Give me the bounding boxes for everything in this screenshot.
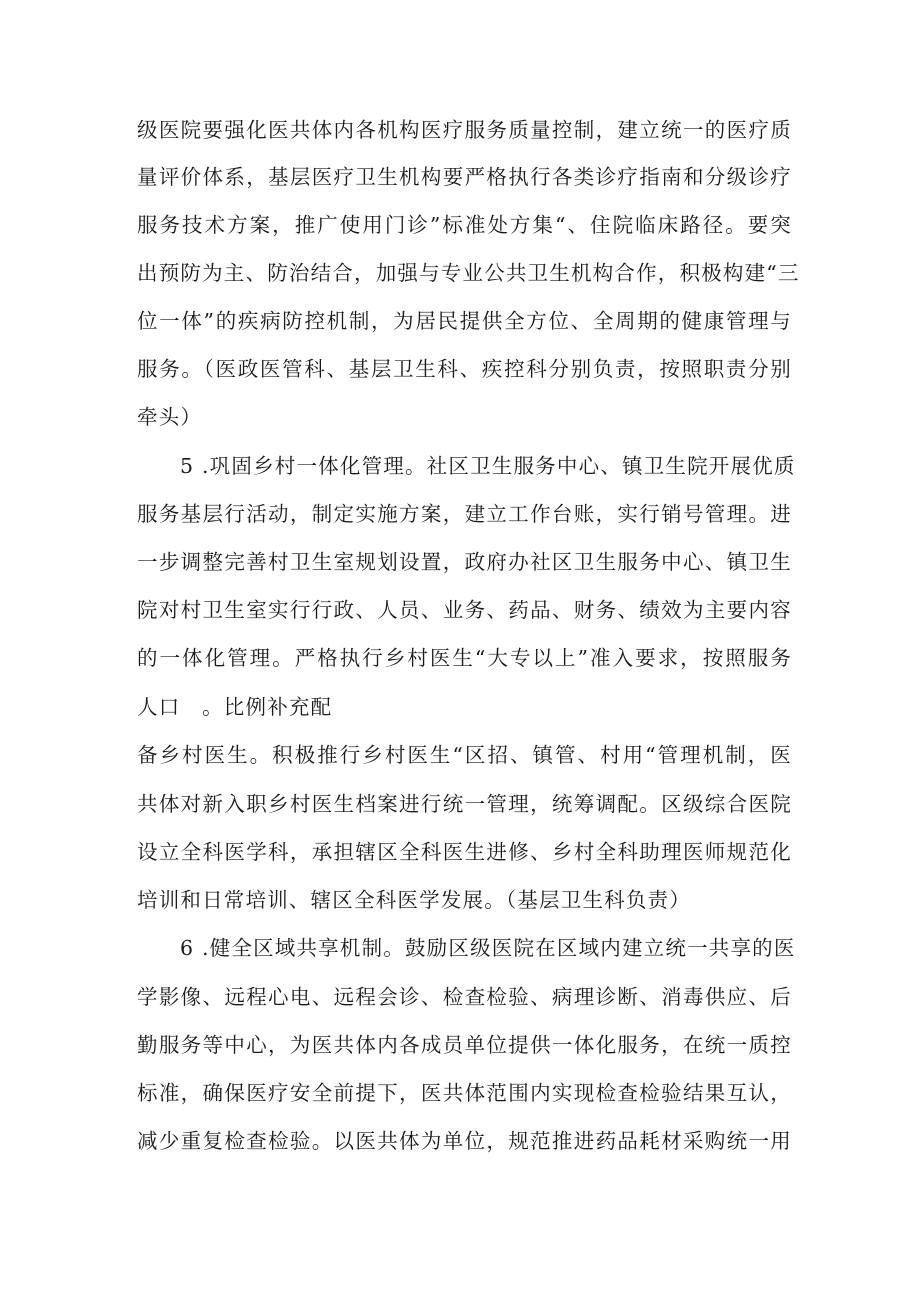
text-line-2: 量评价体系，基层医疗卫生机构要严格执行各类诊疗指南和分级诊疗 xyxy=(137,165,792,189)
text-line-19: 学影像、远程心电、远程会诊、检查检验、病理诊断、消毒供应、后 xyxy=(137,985,792,1009)
text-line-21: 标准，确保医疗安全前提下，医共体范围内实现检查检验结果互认， xyxy=(137,1081,792,1105)
text-line-10: 一步调整完善村卫生室规划设置，政府办社区卫生服务中心、镇卫生 xyxy=(137,550,792,574)
text-line-11: 院对村卫生室实行行政、人员、业务、药品、财务、绩效为主要内容 xyxy=(137,598,792,622)
text-line-12: 的一体化管理。严格执行乡村医生“大专以上”准入要求，按照服务 xyxy=(137,646,792,670)
text-line-15: 共体对新入职乡村医生档案进行统一管理，统筹调配。区级综合医院 xyxy=(137,792,792,816)
text-line-3: 服务技术方案，推广使用门诊”标准处方集“、住院临床路径。要突 xyxy=(137,213,792,237)
text-line-14: 备乡村医生。积极推行乡村医生“区招、镇管、村用“管理机制，医 xyxy=(137,743,792,767)
paragraph-6-heading-line: 6 .健全区域共享机制。鼓励区级医院在区域内建立统一共享的医 xyxy=(180,936,796,960)
text-line-16: 设立全科医学科，承担辖区全科医生进修、乡村全科助理医师规范化 xyxy=(137,840,792,864)
text-line-20: 勤服务等中心，为医共体内各成员单位提供一体化服务，在统一质控 xyxy=(137,1033,792,1057)
text-line-7: 牵头） xyxy=(137,405,203,429)
paragraph-5-heading-line: 5 .巩固乡村一体化管理。社区卫生服务中心、镇卫生院开展优质 xyxy=(180,454,796,478)
text-line-9: 服务基层行活动，制定实施方案，建立工作台账，实行销号管理。进 xyxy=(137,502,792,526)
text-line-13: 人口 。比例补充配 xyxy=(137,695,333,719)
text-line-22: 减少重复检查检验。以医共体为单位，规范推进药品耗材采购统一用 xyxy=(137,1129,792,1153)
text-line-6: 服务。（医政医管科、基层卫生科、疾控科分别负责，按照职责分别 xyxy=(137,357,792,381)
text-line-4: 出预防为主、防治结合，加强与专业公共卫生机构合作，积极构建“三 xyxy=(137,261,800,285)
text-line-5: 位一体”的疾病防控机制，为居民提供全方位、全周期的健康管理与 xyxy=(137,309,792,333)
text-line-17: 培训和日常培训、辖区全科医学发展。（基层卫生科负责） xyxy=(137,888,691,912)
text-line-1: 级医院要强化医共体内各机构医疗服务质量控制，建立统一的医疗质 xyxy=(137,118,792,142)
